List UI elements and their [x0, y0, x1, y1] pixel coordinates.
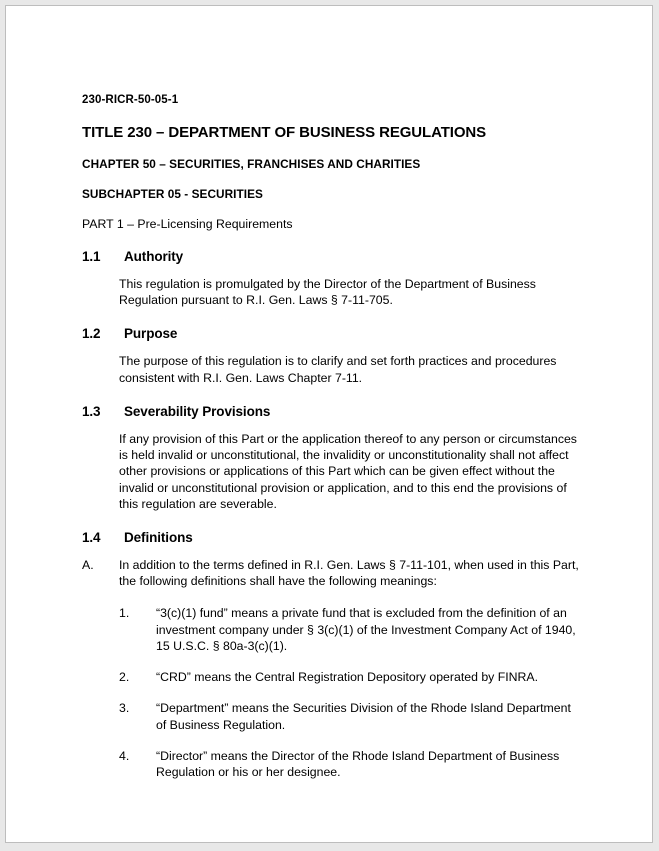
section-title: Definitions	[124, 529, 193, 545]
section-heading	[82, 404, 652, 419]
subchapter-heading: SUBCHAPTER 05 - SECURITIES	[82, 187, 263, 201]
list-item-text: In addition to the terms defined in R.I. Gen. Laws § 7-11-101, when used in this Part, the following definitions shall have the following meanings:	[119, 557, 579, 589]
document-content	[6, 6, 652, 795]
section-heading	[82, 249, 652, 264]
section-heading	[82, 530, 652, 545]
list-item-text: “Department” means the Securities Division of the Rhode Island Department of Business Regulation.	[156, 701, 571, 732]
definitions-lead-paragraph	[82, 557, 580, 589]
section-body: If any provision of this Part or the application thereof to any person or circumstances is held invalid or unconstitutional, the invalidity or unconstitutionality shall not affect other provisions or applications of this Part which can be given effect without the invalid or unconstitutional provision or application, and to this end the provisions of this regulation are severable.	[119, 431, 577, 511]
document-title: TITLE 230 – DEPARTMENT OF BUSINESS REGULATIONS	[82, 124, 487, 141]
list-item-text: “Director” means the Director of the Rhode Island Department of Business Regulation or his or her designee.	[156, 748, 560, 779]
document-identifier: 230-RICR-50-05-1	[82, 94, 179, 106]
document-page	[5, 5, 653, 843]
list-marker: 2.	[119, 670, 130, 685]
section-purpose	[6, 326, 652, 385]
section-number: 1.4	[82, 529, 101, 545]
section-authority	[6, 249, 652, 308]
section-definitions	[6, 530, 652, 780]
chapter-heading: CHAPTER 50 – SECURITIES, FRANCHISES AND CHARITIES	[82, 157, 421, 171]
list-item	[119, 605, 580, 654]
list-marker: 3.	[119, 701, 130, 716]
section-body: The purpose of this regulation is to clarify and set forth practices and procedures consistent with R.I. Gen. Laws Chapter 7-11.	[119, 354, 557, 385]
list-marker: A.	[82, 557, 94, 572]
list-marker: 4.	[119, 748, 130, 763]
section-severability-provisions	[6, 404, 652, 512]
list-marker: 1.	[119, 606, 130, 621]
list-item	[119, 700, 580, 732]
list-item-text: “CRD” means the Central Registration Depository operated by FINRA.	[156, 670, 539, 685]
section-number: 1.1	[82, 249, 101, 264]
section-body: This regulation is promulgated by the Director of the Department of Business Regulation pursuant to R.I. Gen. Laws § 7-11-705.	[119, 277, 536, 308]
section-heading	[82, 326, 652, 341]
list-item-text: “3(c)(1) fund” means a private fund that is excluded from the definition of an investment company under § 3(c)(1) of the Investment Company Act of 1940, 15 U.S.C. § 80a-3(c)(1).	[156, 606, 576, 653]
section-title: Authority	[124, 249, 184, 264]
section-title: Severability Provisions	[124, 403, 271, 419]
list-item	[119, 669, 580, 685]
part-heading: PART 1 – Pre-Licensing Requirements	[82, 217, 293, 231]
section-title: Purpose	[124, 326, 178, 342]
section-number: 1.2	[82, 326, 101, 342]
section-number: 1.3	[82, 403, 101, 419]
list-item	[119, 748, 580, 780]
